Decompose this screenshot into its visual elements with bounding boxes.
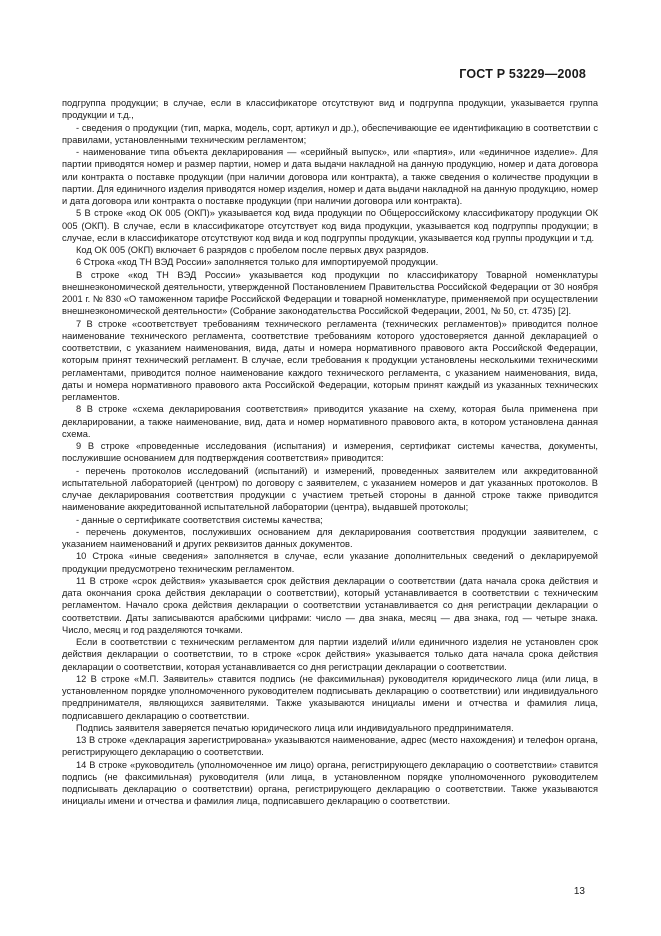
paragraph: - наименование типа объекта декларирования — «серийный выпуск», или «партия», или «единичное изделие». Для партии приводятся номер и размер партии, номер и дата выдачи накладной на данную продукцию, номер и дата договора или контракта о поставке продукции (при наличии договора или контракта), а также сведения о количестве продукции в партии. Для единичного изделия приводятся номер изделия, номер и дата выдачи накладной на данную продукцию, номер и дата договора или контракта о поставке продукции (при наличии договора или контракта). [62,147,599,206]
paragraph: 10 Строка «иные сведения» заполняется в случае, если указание дополнительных сведений о декларируемой продукции предусмотрено техническим регламентом. [62,551,598,574]
paragraph: 14 В строке «руководитель (уполномоченное им лицо) органа, регистрирующего декларацию о соответствии» ставится подпись (не факсимильная) руководителя (или лица, в установленном порядке уполномоченного руководителем подписывать декларацию о соответствии) органа, регистрирующего декларацию о соответствии. Также указываются инициалы имени и отчества и фамилия лица, подписавшего декларацию о соответствии. [62,759,598,807]
paragraph: - сведения о продукции (тип, марка, модель, сорт, артикул и др.), обеспечивающие ее идентификацию в соответствии с правилами, установленными техническим регламентом; [62,122,598,145]
paragraph: - перечень документов, послуживших основанием для декларирования соответствия продукции заявителем, с указанием наименований и других реквизитов данных документов. [62,526,598,549]
paragraph: В строке «код ТН ВЭД России» указывается код продукции по классификатору Товарной номенклатуры внешнеэкономической деятельности, утвержденной Постановлением Правительства Российской Федерации от 30 ноября 2001 г. № 830 «О таможенном тарифе Российской Федерации и товарной номенклатуре, применяемой при осуществлении внешнеэкономической деятельности» (Собрание законодательства Российской Федерации, 2001, № 50, ст. 4735) [2]. [62,269,598,317]
paragraph: 8 В строке «схема декларирования соответствия» приводится указание на схему, которая была применена при декларировании, а также наименование, вид, дата и номер нормативного правового акта, в котором установлена данная схема. [62,404,598,439]
paragraph: подгруппа продукции; в случае, если в классификаторе отсутствуют вид и подгруппа продукции, указывается группа продукции и т.д., [62,98,598,121]
paragraph: - данные о сертификате соответствия системы качества; [76,514,323,525]
page-number: 13 [573,886,585,897]
standard-header: ГОСТ Р 53229—2008 [459,67,586,81]
paragraph: 9 В строке «проведенные исследования (испытания) и измерения, сертификат системы качества, документы, послужившие основанием для подтверждения соответствия» приводится: [62,441,598,464]
paragraph: 12 В строке «М.П. Заявитель» ставится подпись (не факсимильная) руководителя юридического лица (или лица, в установленном порядке уполномоченного руководителем подписывать декларацию о соответствии) или индивидуального предпринимателя, являющихся заявителями. Также указываются инициалы имени и отчества и фамилия лица, подписавшего декларацию о соответствии. [62,673,598,721]
paragraph: - перечень протоколов исследований (испытаний) и измерений, проведенных заявителем или аккредитованной испытательной лабораторией (центром) по договору с заявителем, с указанием номеров и дат указанных протоколов. В случае декларирования соответствия продукции с участием третьей стороны в данной строке также приводится наименование аккредитованной испытательной лаборатории (центра), выдавшей протоколы; [62,465,598,513]
paragraph: Если в соответствии с техническим регламентом для партии изделий и/или единичного изделия не установлен срок действия декларации о соответствии, то в строке «срок действия» указывается только дата начала срока действия декларации о соответствии, которая устанавливается со дня регистрации декларации о соответствии. [62,637,598,672]
paragraph: Код ОК 005 (ОКП) включает 6 разрядов с пробелом после первых двух разрядов. [76,245,429,255]
paragraph: 6 Строка «код ТН ВЭД России» заполняется только для импортируемой продукции. [76,257,439,268]
paragraph: Подпись заявителя заверяется печатью юридического лица или индивидуального предпринимателя. [76,722,514,733]
paragraph: 7 В строке «соответствует требованиям технического регламента (технических регламентов)» приводится полное наименование технического регламента, соответствие требованиям которого удостоверяется данной декларацией о соответствии, с указанием наименования, вида, даты и номера нормативного правового акта Российской Федерации, которым принят технический регламент. В случае, если требования к продукции установлены несколькими техническими регламентами, приводится полное наименование каждого технического регламента, с указанием наименования, вида, даты и номера нормативного правового акта Российской Федерации, которым принят каждый из указанных технических регламентов. [62,318,598,402]
paragraph: 13 В строке «декларация зарегистрирована» указываются наименование, адрес (место нахождения) и телефон органа, регистрирующего декларацию о соответствии. [62,735,598,758]
paragraph: 11 В строке «срок действия» указывается срок действия декларации о соответствии (дата начала срока действия и дата окончания срока действия декларации о соответствии), который устанавливается в соответствии с техническим регламентом. Начало срока действия декларации о соответствии устанавливается со дня регистрации декларации о соответствии. Даты записываются арабскими цифрами: число — два знака, месяц — два знака, год — четыре знака. Число, месяц и год разделяются точками. [62,575,598,635]
paragraph: 5 В строке «код ОК 005 (ОКП)» указывается код вида продукции по Общероссийскому классификатору продукции ОК 005 (ОКП). В случае, если в классификаторе отсутствует код вида продукции, указывается код подгруппы продукции; в случае, если в классификаторе отсутствуют код вида и код подгруппы продукции, указывается код группы продукции и т.д. [62,208,598,243]
body-text [62,97,598,808]
